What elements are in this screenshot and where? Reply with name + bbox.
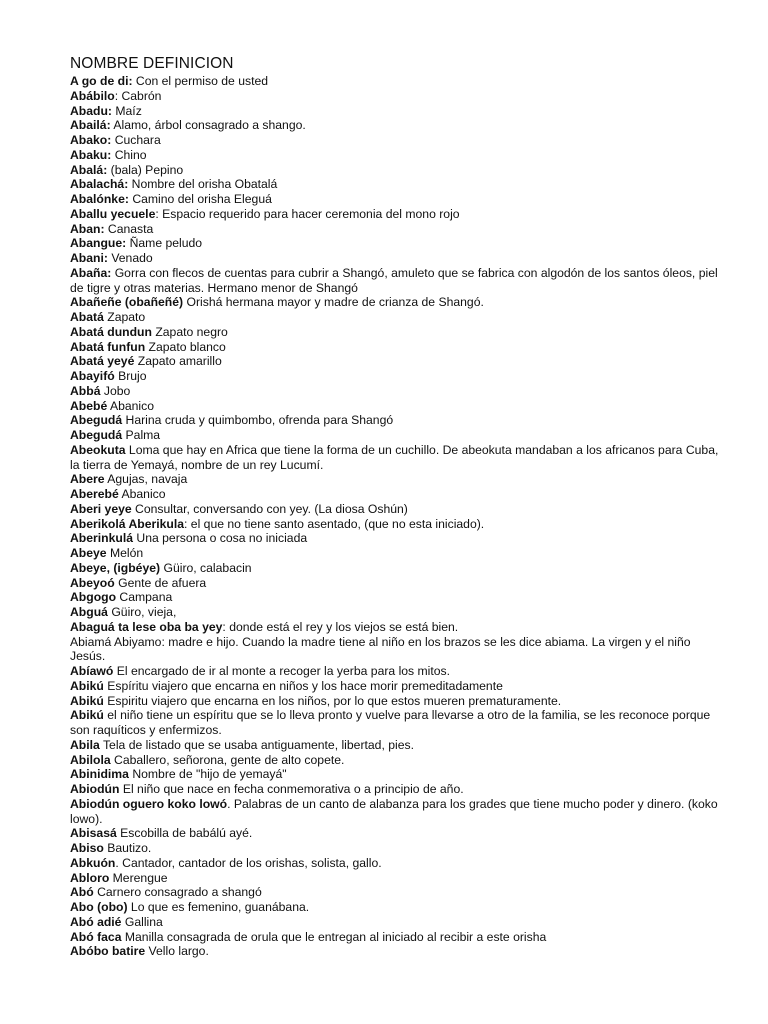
entry-definition: Maíz — [115, 103, 142, 118]
glossary-entry — [70, 664, 720, 679]
entry-term: Abilola — [70, 752, 111, 767]
entry-term: Aberikolá Aberikula — [70, 516, 185, 531]
glossary-entry — [70, 192, 720, 207]
entry-term: Abani: — [70, 251, 108, 265]
glossary-entry — [70, 738, 720, 753]
glossary-entry — [70, 384, 720, 399]
entry-definition: Agujas, navaja — [107, 472, 188, 487]
glossary-entry — [70, 782, 720, 797]
glossary-entry — [70, 576, 720, 591]
glossary-entry — [70, 517, 720, 532]
entry-definition: Abiamá Abiyamo: madre e hijo. Cuando la madre tiene al niño en los brazos se les dice abiama. La virgen y el niño Jesús. — [70, 634, 691, 664]
entry-term: Abiodún oguero koko lowó — [70, 796, 228, 811]
entry-definition: Abanico — [121, 487, 166, 501]
entry-definition: Melón — [109, 546, 144, 560]
entry-separator: . — [115, 855, 123, 870]
entry-definition: El encargado de ir al monte a recoger la yerba para los mitos. — [116, 664, 451, 678]
entry-term: Abatá funfun — [70, 339, 146, 354]
glossary-entry — [70, 369, 720, 384]
glossary-entry — [70, 635, 720, 665]
entry-term: Abinidima — [70, 767, 129, 782]
entry-term: Abóbo batire — [70, 944, 146, 959]
entry-term: Abako: — [70, 133, 112, 147]
entry-definition: Caballero, señorona, gente de alto copete. — [114, 752, 345, 767]
glossary-entry — [70, 900, 720, 915]
glossary-entry — [70, 620, 720, 635]
entry-definition: Loma que hay en Africa que tiene la forma de un cuchillo. De abeokuta mandaban a los africanos para Cuba, la tierra de Yemayá, nombre de un rey Lucumí. — [70, 442, 719, 472]
entry-definition: el niño tiene un espíritu que se lo lleva pronto y vuelve para llevarse a otro de la familia, se les reconoce porque son raquíticos y enfermizos. — [70, 708, 711, 737]
glossary-entry — [70, 930, 720, 945]
glossary-entry — [70, 325, 720, 340]
glossary-entry — [70, 163, 720, 178]
glossary-entry — [70, 251, 720, 266]
glossary-entry — [70, 605, 720, 620]
entry-term: Abguá — [70, 605, 108, 619]
entry-separator: : — [222, 619, 230, 634]
entry-term: Abeyoó — [70, 575, 115, 590]
entry-definition: Espíritu viajero que encarna en niños y los hace morir premeditadamente — [107, 678, 503, 693]
entry-term: Abikú — [70, 678, 104, 693]
entry-term: Abañeñe (obañeñé) — [70, 295, 184, 310]
entry-term: Abatá yeyé — [70, 354, 135, 369]
glossary-entry — [70, 266, 720, 296]
entry-definition: Cantador, cantador de los orishas, solista, gallo. — [122, 855, 382, 870]
glossary-entry — [70, 104, 720, 119]
entry-definition: Nombre del orisha Obatalá — [131, 177, 278, 192]
entry-definition: Merengue — [112, 870, 168, 885]
glossary-entry — [70, 590, 720, 605]
entry-definition: Orishá hermana mayor y madre de crianza de Shangó. — [186, 295, 484, 310]
entry-term: Abaña: — [70, 265, 112, 280]
entry-separator: : — [184, 516, 191, 531]
entry-term: Abaguá ta lese oba ba yey — [70, 619, 223, 634]
entry-term: Abayifó — [70, 369, 115, 383]
glossary-entry — [70, 413, 720, 428]
glossary-entry — [70, 694, 720, 709]
entry-term: Abeokuta — [70, 442, 126, 457]
entry-definition: Camino del orisha Eleguá — [132, 192, 272, 206]
glossary-entry — [70, 679, 720, 694]
entry-definition: Bautizo. — [107, 841, 152, 855]
entry-definition: Zapato blanco — [148, 339, 226, 354]
entry-term: Abó faca — [70, 929, 122, 944]
entry-definition: Espacio requerido para hacer ceremonia del mono rojo — [162, 206, 460, 221]
glossary-entry — [70, 708, 720, 738]
glossary-entry — [70, 546, 720, 561]
glossary-entry — [70, 561, 720, 576]
entry-term: Abbá — [70, 383, 101, 398]
glossary-entry — [70, 856, 720, 871]
entry-definition: Con el permiso de usted — [135, 74, 269, 88]
entry-definition: Harina cruda y quimbombo, ofrenda para Shangó — [125, 413, 394, 428]
entry-definition: Güiro, vieja, — [111, 605, 177, 619]
glossary-entry — [70, 74, 720, 89]
glossary-entry — [70, 133, 720, 148]
entry-term: Abegudá — [70, 428, 123, 442]
glossary-entry — [70, 222, 720, 237]
entry-term: Abloro — [70, 870, 110, 885]
glossary-list — [70, 74, 720, 959]
glossary-entry — [70, 487, 720, 502]
glossary-entry — [70, 871, 720, 886]
entry-separator: : — [114, 88, 122, 103]
entry-definition: Gorra con flecos de cuentas para cubrir a Shangó, amuleto que se fabrica con algodón de los santos óleos, piel de tigre y otras materias. Hermano menor de Shangó — [70, 265, 718, 295]
glossary-entry — [70, 885, 720, 900]
entry-definition: Güiro, calabacin — [163, 560, 252, 575]
entry-definition: Zapato amarillo — [137, 354, 222, 369]
glossary-entry — [70, 340, 720, 355]
entry-term: Abisasá — [70, 826, 117, 841]
entry-definition: Brujo — [118, 369, 147, 383]
entry-term: Aberinkulá — [70, 531, 133, 546]
entry-term: Abalá: — [70, 162, 108, 177]
entry-definition: Escobilla de babálú ayé. — [120, 826, 253, 841]
entry-term: Abikú — [70, 708, 104, 723]
entry-definition: Alamo, árbol consagrado a shango. — [113, 118, 306, 133]
entry-definition: Carnero consagrado a shangó — [97, 885, 262, 900]
entry-definition: Abanico — [109, 398, 155, 413]
entry-term: Abó — [70, 885, 94, 900]
entry-term: Abkuón — [70, 855, 116, 870]
glossary-entry — [70, 531, 720, 546]
glossary-entry — [70, 428, 720, 443]
glossary-entry — [70, 177, 720, 192]
entry-definition: Cabrón — [121, 88, 162, 103]
entry-definition: Una persona o cosa no iniciada — [136, 531, 308, 546]
glossary-entry — [70, 354, 720, 369]
glossary-entry — [70, 236, 720, 251]
glossary-entry — [70, 944, 720, 959]
glossary-entry — [70, 118, 720, 133]
glossary-entry — [70, 753, 720, 768]
glossary-entry — [70, 207, 720, 222]
entry-term: Abegudá — [70, 413, 123, 428]
entry-term: Abatá — [70, 310, 104, 324]
entry-term: Abo (obo) — [70, 900, 128, 914]
glossary-entry — [70, 472, 720, 487]
entry-term: Abíawó — [70, 664, 114, 678]
entry-separator: : — [155, 206, 163, 221]
glossary-entry — [70, 310, 720, 325]
glossary-entry — [70, 399, 720, 414]
entry-definition: el que no tiene santo asentado, (que no esta iniciado). — [190, 516, 485, 531]
entry-definition: Chino — [114, 147, 147, 162]
entry-term: A go de di: — [70, 74, 133, 88]
entry-term: Abere — [70, 472, 105, 487]
entry-definition: Venado — [111, 251, 153, 265]
entry-term: Abeye — [70, 546, 107, 560]
glossary-entry — [70, 797, 720, 827]
entry-term: Abaku: — [70, 147, 112, 162]
entry-definition: Zapato negro — [155, 324, 228, 339]
entry-definition: Palabras de un canto de alabanza para los grades que tiene mucho poder y dinero. (koko lowo). — [70, 796, 718, 826]
glossary-entry — [70, 841, 720, 856]
entry-definition: Zapato — [107, 310, 146, 324]
glossary-entry — [70, 767, 720, 782]
entry-definition: Jobo — [103, 383, 131, 398]
entry-term: Abila — [70, 737, 100, 752]
entry-term: Abiso — [70, 841, 104, 855]
entry-term: Abalachá: — [70, 177, 129, 192]
glossary-entry — [70, 502, 720, 517]
entry-definition: Tela de listado que se usaba antiguamente, libertad, pies. — [102, 737, 414, 752]
glossary-entry — [70, 915, 720, 930]
entry-definition: Palma — [125, 428, 161, 442]
entry-definition: (bala) Pepino — [110, 162, 184, 177]
glossary-entry — [70, 443, 720, 473]
entry-definition: Vello largo. — [148, 944, 209, 959]
entry-definition: Campana — [119, 590, 173, 605]
entry-definition: Espiritu viajero que encarna en los niños, por lo que estos mueren prematuramente. — [107, 693, 562, 708]
entry-term: Abgogo — [70, 590, 117, 605]
entry-definition: Canasta — [107, 221, 154, 236]
entry-separator: . — [227, 796, 234, 811]
entry-term: Abadu: — [70, 103, 112, 118]
entry-definition: Cuchara — [114, 133, 161, 147]
entry-term: Abangue: — [70, 236, 127, 251]
entry-definition: Gallina — [124, 914, 163, 929]
entry-definition: Lo que es femenino, guanábana. — [130, 900, 310, 914]
entry-definition: Manilla consagrada de orula que le entregan al iniciado al recibir a este orisha — [124, 929, 547, 944]
entry-term: Abábilo — [70, 88, 115, 103]
entry-definition: Gente de afuera — [118, 575, 207, 590]
entry-term: Aberebé — [70, 487, 119, 501]
entry-term: Aballu yecuele — [70, 206, 156, 221]
entry-term: Abikú — [70, 693, 104, 708]
entry-term: Abalónke: — [70, 192, 129, 206]
entry-term: Aban: — [70, 221, 105, 236]
entry-definition: Nombre de "hijo de yemayá" — [132, 767, 287, 782]
glossary-entry — [70, 89, 720, 104]
entry-term: Abatá dundun — [70, 324, 152, 339]
glossary-entry — [70, 148, 720, 163]
entry-term: Abebé — [70, 398, 108, 413]
document-page — [70, 54, 720, 959]
entry-term: Abailá: — [70, 118, 111, 133]
entry-definition: Ñame peludo — [129, 236, 203, 251]
entry-definition: donde está el rey y los viejos se está bien. — [229, 619, 459, 634]
entry-term: Abeye, (igbéye) — [70, 560, 161, 575]
entry-definition: El niño que nace en fecha conmemorativa o a principio de año. — [122, 782, 464, 796]
glossary-entry — [70, 295, 720, 310]
entry-term: Abó adié — [70, 914, 122, 929]
glossary-entry — [70, 826, 720, 841]
entry-term: Aberi yeye — [70, 501, 132, 516]
entry-definition: Consultar, conversando con yey. (La diosa Oshún) — [135, 501, 408, 516]
entry-term: Abiodún — [70, 782, 120, 796]
document-title: NOMBRE DEFINICION — [70, 55, 234, 72]
